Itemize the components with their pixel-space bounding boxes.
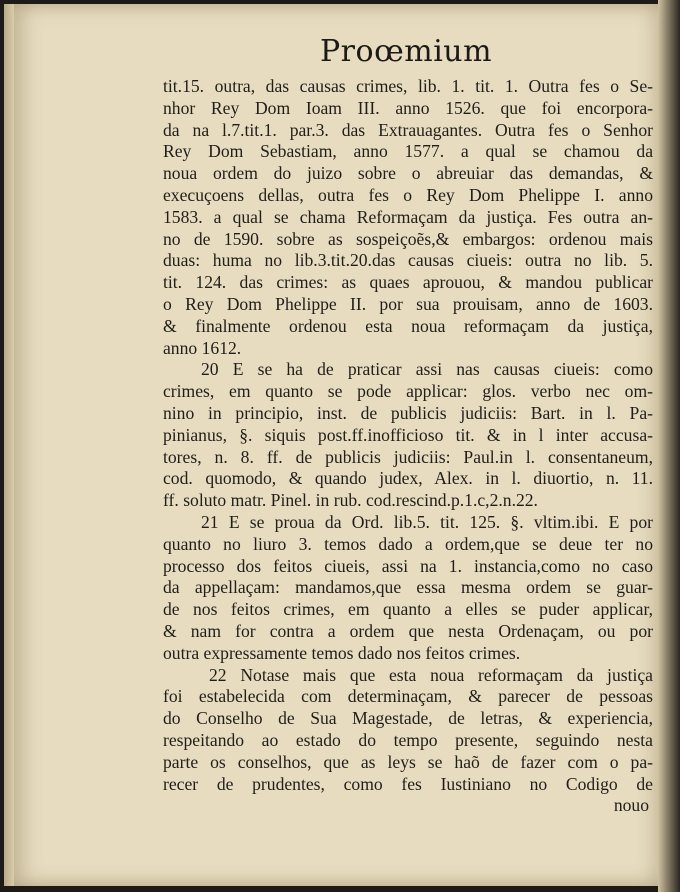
text-line: Rey Dom Sebastiam, anno 1577. a qual se chamou da <box>163 141 653 162</box>
running-head: Proœmium <box>320 34 493 69</box>
text-line: anno 1612. <box>163 337 242 358</box>
paragraph-21-start: 21 E se proua da Ord. lib.5. tit. 125. §. vltim.ibi. E por <box>201 511 653 532</box>
page-stack-edge <box>4 4 14 886</box>
catchword: nouo <box>613 795 649 816</box>
paragraph-20-start: 20 E se ha de praticar assi nas causas ciueis: como <box>201 359 653 380</box>
text-line: crimes, em quanto se pode applicar: glos. verbo nec om- <box>163 381 653 402</box>
text-line: da appellaçam: mandamos,que essa mesma ordem se guar- <box>163 577 653 598</box>
text-line: execuçoens dellas, outra fes o Rey Dom Phelippe I. anno <box>163 184 653 205</box>
text-line: tit.15. outra, das causas crimes, lib. 1. tit. 1. Outra fes o Se- <box>163 76 653 96</box>
text-line: outra expressamente temos dado nos feitos crimes. <box>163 642 521 663</box>
text-line: duas: huma no lib.3.tit.20.das causas ciueis: outra no lib. 5. <box>163 250 653 271</box>
text-line: noua ordem do juizo sobre o abreuiar das demandas, & <box>163 163 653 184</box>
text-line: parte os conselhos, que as leys se haõ de fazer com o pa- <box>163 751 653 772</box>
text-line: nhor Rey Dom Ioam III. anno 1526. que foi encorpora- <box>163 97 653 118</box>
body-text <box>163 76 653 817</box>
text-line: foi estabelecida com determinaçam, & parecer de pessoas <box>163 686 653 707</box>
text-line: recer de prudentes, como fes Iustiniano no Codigo de <box>163 773 653 794</box>
text-line: processo dos feitos ciueis, assi na 1. instancia,como no caso <box>163 555 653 576</box>
text-line: no de 1590. sobre as sospeiçoẽs,& embargos: ordenou mais <box>163 228 653 249</box>
text-line: & nam for contra a ordem que nesta Ordenaçam, ou por <box>163 620 653 641</box>
text-line: pinianus, §. siquis post.ff.inofficioso tit. & in l inter accusa- <box>163 424 653 445</box>
text-line: 1583. a qual se chama Reformaçam da justiça. Fes outra an- <box>163 206 653 227</box>
paragraph-22-start: 22 Notase mais que esta noua reformaçam da justiça <box>209 664 653 685</box>
text-line: quanto no liuro 3. temos dado a ordem,que se deue ter no <box>163 533 653 554</box>
text-line: & finalmente ordenou esta noua reformaçam da justiça, <box>163 315 653 336</box>
text-line: tit. 124. das crimes: as quaes aprouou, & mandou publicar <box>163 272 653 293</box>
text-line: do Conselho de Sua Magestade, de letras, & experiencia, <box>163 708 653 729</box>
text-line: o Rey Dom Phelippe II. por sua prouisam, anno de 1603. <box>163 293 653 314</box>
text-line: ff. soluto matr. Pinel. in rub. cod.rescind.p.1.c,2.n.22. <box>163 490 538 511</box>
text-line: tores, n. 8. ff. de publicis judiciis: Paul.in l. consentaneum, <box>163 446 653 467</box>
text-line: respeitando ao estado do tempo presente, seguindo nesta <box>163 729 653 750</box>
text-line: de nos feitos crimes, em quanto a elles se puder applicar, <box>163 599 653 620</box>
text-line: cod. quomodo, & quando judex, Alex. in l. diuortio, n. 11. <box>163 468 653 489</box>
text-line: nino in principio, inst. de publicis judiciis: Bart. in l. Pa- <box>163 402 653 423</box>
text-line: da na l.7.tit.1. par.3. das Extrauagantes. Outra fes o Senhor <box>163 119 653 140</box>
binding-shadow <box>658 0 680 892</box>
